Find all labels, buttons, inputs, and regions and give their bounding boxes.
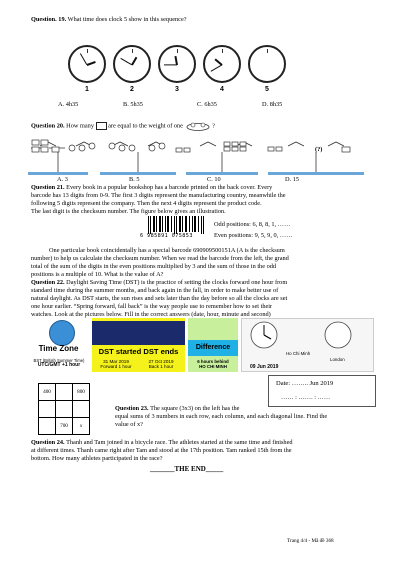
- q20-text-2: are equal to the weight of one: [108, 122, 183, 130]
- sq-cell: 700: [56, 418, 73, 435]
- clock-city-hcm: Ho Chi Minh: [286, 351, 311, 356]
- q24-text-2: at different times. Thanh came right after Tam and stood at the 17th position. Tam ranked 15th from the: [31, 447, 292, 454]
- q22-text-5: watches. Look at the pictures below. Fill in the correct answers (date, hour, minute and second): [31, 311, 271, 318]
- q23-text-2: equal sums of 3 numbers in each row, each column, and each diagonal line. Find the: [115, 413, 328, 420]
- q20-option-c: C. 10: [207, 176, 221, 183]
- q20-text-3: ?: [212, 122, 215, 130]
- globe-icon: [49, 320, 75, 346]
- clock-4: [203, 45, 241, 83]
- tz-header-dst: [92, 347, 185, 356]
- tz-bst-label: BST (British Summer Time): [33, 358, 85, 363]
- q19-title: Question. 19.: [31, 16, 67, 23]
- q21-text-2: barcode has 13 digits from 0-9. The first 3 digits represent the manufacturing country, meanwhile the: [31, 192, 286, 199]
- tz-diff-hours: 6 hours behind: [197, 359, 229, 364]
- tz-cell-end: [139, 359, 183, 369]
- q20-option-d: D. 15: [285, 176, 299, 183]
- tz-end-date: 27 Oct 2019: [148, 359, 174, 364]
- tz-utc-label: UTC/GMT +1 hour: [37, 362, 81, 368]
- sq-cell: x: [73, 418, 90, 435]
- clock-label-1: 1: [85, 86, 89, 93]
- clock-3: [158, 45, 196, 83]
- q21-para-4: positions is a multiple of 10. What is the value of A?: [31, 271, 164, 278]
- q22-text-2: standard time during the summer months, and back again in the fall, in order to make better use of: [31, 287, 279, 294]
- sq-cell: [56, 384, 73, 401]
- q24-line-1: [31, 439, 293, 447]
- sq-cell: [39, 418, 56, 435]
- clock-date: 09 Jun 2019: [250, 364, 279, 370]
- q19-option-c: C. 6h35: [197, 101, 217, 108]
- magic-square: [38, 383, 90, 435]
- q22-line-1: [31, 279, 287, 287]
- the-end: _______THE END_____: [150, 465, 224, 473]
- q23-text-1: The square (3x3) on the left has the: [150, 405, 240, 412]
- q21-even-positions: Even positions: 9, 5, 9, 0, ……: [214, 232, 293, 239]
- clock-label-2: 2: [130, 86, 134, 93]
- tz-header-difference: Difference: [195, 344, 231, 351]
- q22-text-4: one hour earlier. “Spring forward, fall back” is the way people use to remember how to set their: [31, 303, 273, 310]
- q22-text-3: natural daylight. As DST starts, the sun rises and sets later than the day before so all the clocks are set: [31, 295, 288, 302]
- q23-title: Question 23.: [115, 405, 149, 412]
- q21-title: Question 21.: [31, 184, 65, 191]
- q20-line: [31, 121, 215, 131]
- bunny-icon: [185, 121, 211, 131]
- q22-title: Question 22.: [31, 279, 65, 286]
- q23-text-3: value of x?: [115, 421, 143, 428]
- clock-label-5: 5: [265, 86, 269, 93]
- sq-cell: [56, 401, 73, 418]
- sq-cell: 400: [39, 384, 56, 401]
- answer-box: [268, 375, 376, 407]
- sq-cell: [73, 401, 90, 418]
- q24-title: Question 24.: [31, 439, 65, 446]
- tz-diff-city: HO CHI MINH: [199, 364, 227, 370]
- q21-para-1: One particular book coincidentally has a special barcode 690909500151A (A is the checksum: [49, 247, 285, 254]
- tz-start-shift: Forward 1 hour: [100, 364, 132, 370]
- q19-option-d: D. 8h35: [262, 101, 283, 108]
- tz-end-shift: Back 1 hour: [148, 364, 174, 370]
- tz-header-dst-ends: DST ends: [143, 347, 179, 356]
- q20-title: Question 20.: [31, 122, 65, 130]
- q22-text-1: Daylight Saving Time (DST) is the practice of setting the clocks forward one hour from: [66, 279, 288, 286]
- barcode-bars: [146, 216, 208, 234]
- scales-drawing: [28, 136, 368, 178]
- q24-text-1: Thanh and Tam joined in a bicycle race. The athletes started at the same time and finished: [66, 439, 293, 446]
- tz-cell-diff: [188, 359, 238, 369]
- sq-cell: 800: [73, 384, 90, 401]
- q19-option-b: B. 5h35: [123, 101, 143, 108]
- tz-header-dst-started: DST started: [98, 347, 142, 356]
- q19-text: What time does clock 5 show in this sequence?: [67, 16, 187, 23]
- q21-odd-positions: Odd positions: 6, 8, 8, 1, ……: [214, 221, 291, 228]
- answer-date[interactable]: Date: …….. Jun 2019: [276, 380, 334, 387]
- q20-unknown-label: (?): [315, 146, 323, 153]
- sq-cell: [39, 401, 56, 418]
- tz-start-date: 31 Mar 2019: [103, 359, 129, 364]
- q21-para-2: number) to help us calculate the checksum number. When we read the barcode from the left, the grand: [31, 255, 289, 262]
- q23-line-1: [115, 405, 239, 413]
- barcode-number: 6 985891 075853: [140, 233, 193, 239]
- q24-text-3: bottom. How many athletes participated in the race?: [31, 455, 163, 462]
- q19-option-a: A. 4h35: [58, 101, 79, 108]
- dst-banner: [92, 321, 185, 345]
- q20-text-1: How many: [66, 122, 94, 130]
- clock-label-4: 4: [220, 86, 224, 93]
- page-footer: Trang 4/4 - Mã đề 368: [287, 538, 334, 544]
- hcm-clock-face: [246, 320, 282, 350]
- tz-cell-start: [94, 359, 138, 369]
- q21-text-1: Every book in a popular bookshop has a barcode printed on the back cover. Every: [66, 184, 273, 191]
- clock-2: [113, 45, 151, 83]
- q21-text-3: following 5 digits represent the company. Then the next 4 digits represent the product code.: [31, 200, 262, 207]
- clock-5: [248, 45, 286, 83]
- q19-line: [31, 16, 187, 24]
- clock-label-3: 3: [175, 86, 179, 93]
- q21-para-3: total of the sum of the digits in the even positions multiplied by 3 and the sum of those in the odd: [31, 263, 277, 270]
- tz-cell-bst: [28, 358, 90, 368]
- box-icon: [96, 122, 107, 130]
- q20-option-a: A. 3: [57, 176, 68, 183]
- barcode: [140, 216, 208, 240]
- q21-line-1: [31, 184, 372, 192]
- clock-1: [68, 45, 106, 83]
- tz-header-time-zone: Time Zone: [38, 344, 79, 353]
- q20-option-b: B. 5: [129, 176, 140, 183]
- q21-text-4: The last digit is the checksum number. The figure below gives an illustration.: [31, 208, 226, 215]
- london-clock-face: [320, 320, 356, 350]
- clock-city-london: London: [330, 357, 345, 362]
- answer-time[interactable]: …… : ……. : ……: [281, 394, 331, 401]
